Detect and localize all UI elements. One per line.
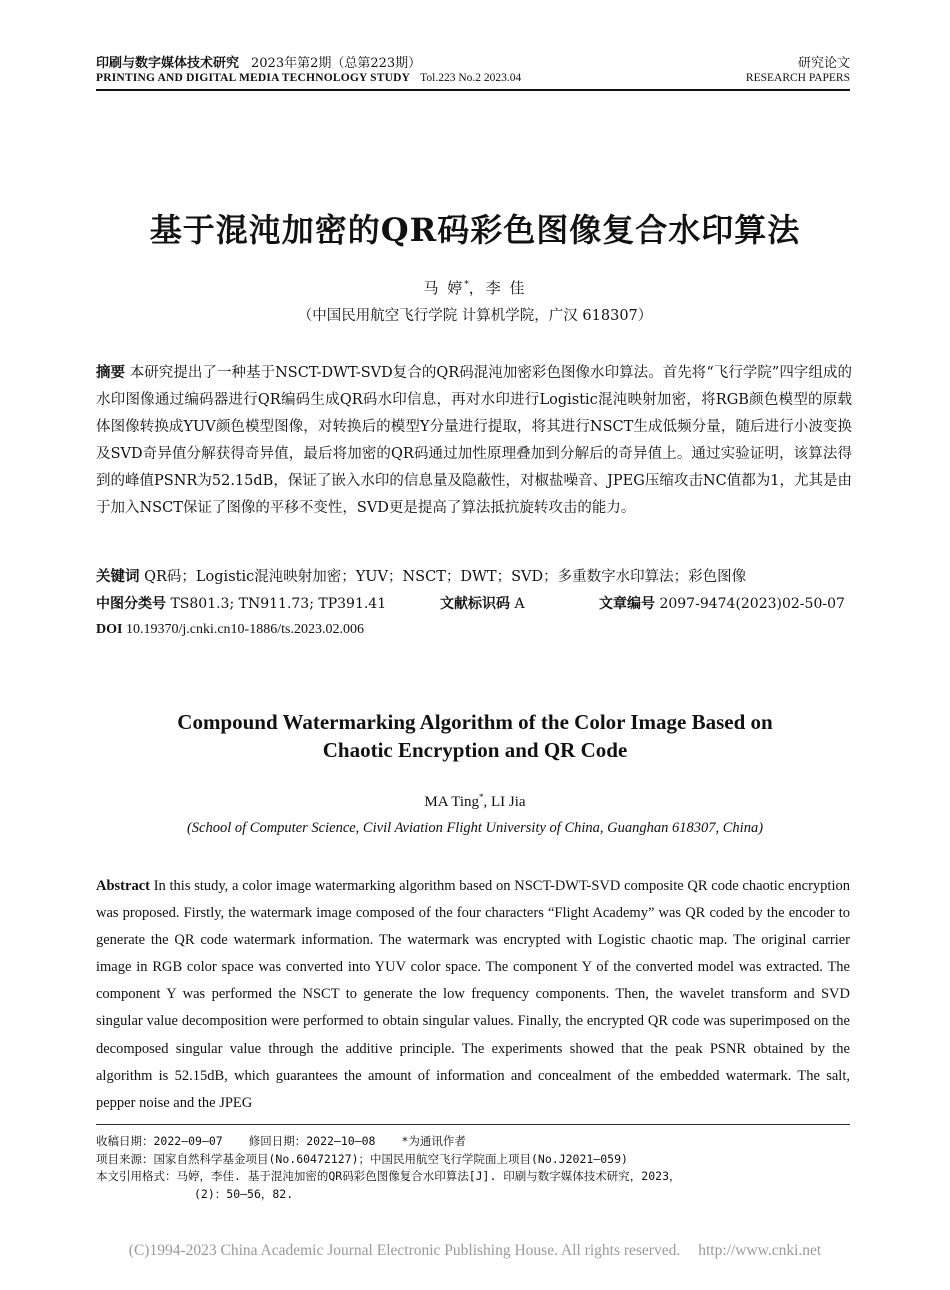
journal-header-en bbox=[96, 72, 521, 84]
author-ma-ting-en: MA Ting bbox=[424, 794, 480, 810]
author-li-jia-cn: ，李 佳 bbox=[468, 279, 527, 297]
footnote-dates bbox=[96, 1133, 856, 1151]
abstract-text-cn: 本研究提出了一种基于NSCT-DWT-SVD复合的QR码混沌加密彩色图像水印算法。首先将“飞行学院”四字组成的水印图像通过编码器进行QR编码生成QR码水印信息，再对水印进行Logistic混沌映射加密，将RGB颜色模型的原载体图像转换成YUV颜色模型图像，对转换后的模型Y分量进行提取，将其进行NSCT生成低频分量，随后进行小波变换及SVD奇异值分解获得奇异值，最后将加密的QR码通过加性原理叠加到分解后的奇异值上。通过实验证明，该算法得到的峰值PSNR为52.15dB，保证了嵌入水印的信息量及隐蔽性，对椒盐噪音、JPEG压缩攻击NC值都为1，尤其是由于加入NSCT保证了图像的平移不变性，SVD更是提高了算法抵抗旋转攻击的能力。 bbox=[96, 365, 853, 516]
abstract-en bbox=[96, 873, 850, 1117]
corresponding-note: *为通讯作者 bbox=[401, 1134, 466, 1148]
abstract-text-en: In this study, a color image watermarking algorithm based on NSCT-DWT-SVD composite QR code chaotic encryption was proposed. Firstly, the watermark image composed of the four characters “Flight Academy” was QR coded by the encoder to generate the QR code watermark information. The watermark was encrypted with Logistic chaotic map. The original carrier image in RGB color space was converted into YUV color space. The component Y of the converted model was extracted. The component Y was performed the NSCT to generate the low frequency components. Then, the wavelet transform and SVD singular value decomposition were performed to obtain singular values. Finally, the encrypted QR code was superimposed on the decomposed singular value through the additive principle. The experiments showed that the peak PSNR obtained by the algorithm is 52.15dB, which guarantees the amount of information and concealment of the embedded watermark. The salt, pepper noise and the JPEG bbox=[96, 878, 850, 1111]
article-number-value: 2097-9474(2023)02-50-07 bbox=[659, 596, 845, 612]
clc-number bbox=[96, 593, 386, 613]
paper-title-en-line1: Compound Watermarking Algorithm of the Color Image Based on bbox=[177, 710, 773, 734]
affiliation-cn: （中国民用航空飞行学院 计算机学院，广汉 618307） bbox=[297, 308, 653, 324]
copyright-text: (C)1994-2023 China Academic Journal Electronic Publishing House. All rights reserved. bbox=[128, 1242, 681, 1259]
abstract-label-cn: 摘要 bbox=[96, 364, 126, 381]
corresponding-mark: * bbox=[464, 280, 469, 290]
journal-header-cn bbox=[96, 52, 421, 71]
header-rule bbox=[96, 89, 850, 91]
footnotes bbox=[96, 1133, 856, 1203]
cnki-url: http://www.cnki.net bbox=[698, 1242, 822, 1259]
paper-title-cn: 基于混沌加密的QR码彩色图像复合水印算法 bbox=[149, 211, 801, 249]
section-label-en: RESEARCH PAPERS bbox=[745, 72, 850, 84]
authors-cn bbox=[0, 277, 950, 298]
doi-label: DOI bbox=[96, 622, 123, 637]
keywords-cn bbox=[96, 565, 746, 586]
keywords-text-cn: QR码；Logistic混沌映射加密；YUV；NSCT；DWT；SVD；多重数字水印算法；彩色图像 bbox=[144, 569, 747, 585]
citation-line-1: 本文引用格式：马婷，李佳. 基于混沌加密的QR码彩色图像复合水印算法[J]. 印刷与数字媒体技术研究，2023， bbox=[96, 1169, 681, 1183]
received-date: 收稿日期：2022—09—07 bbox=[96, 1134, 223, 1148]
paper-title-en bbox=[0, 708, 950, 764]
copyright-watermark bbox=[0, 1242, 950, 1260]
affiliation-en bbox=[0, 820, 950, 837]
authors-en bbox=[0, 792, 950, 811]
abstract-cn bbox=[96, 360, 852, 521]
article-number-label: 文章编号 bbox=[599, 596, 655, 612]
document-code bbox=[440, 593, 525, 613]
volume-info-en: Tol.223 No.2 2023.04 bbox=[420, 72, 522, 84]
article-number bbox=[599, 593, 845, 613]
author-ma-ting-cn: 马 婷 bbox=[423, 279, 465, 297]
funding-note: 项目来源：国家自然科学基金项目(No.60472127)；中国民用航空飞行学院面上项目(No.J2021—059) bbox=[96, 1151, 628, 1166]
affiliation-en-text: (School of Computer Science, Civil Aviation Flight University of China, Guanghan 618307, China) bbox=[186, 820, 764, 836]
document-code-value: A bbox=[514, 596, 525, 612]
clc-label: 中图分类号 bbox=[96, 596, 166, 612]
paper-title-en-line2: Chaotic Encryption and QR Code bbox=[322, 738, 628, 762]
journal-name-en: PRINTING AND DIGITAL MEDIA TECHNOLOGY STUDY bbox=[96, 72, 411, 84]
section-label-cn: 研究论文 bbox=[797, 56, 850, 71]
doi bbox=[96, 622, 364, 638]
author-li-jia-en: , LI Jia bbox=[483, 794, 526, 810]
keywords-label-cn: 关键词 bbox=[96, 568, 140, 585]
clc-value: TS801.3; TN911.73; TP391.41 bbox=[170, 596, 387, 612]
abstract-label-en: Abstract bbox=[96, 878, 150, 894]
document-code-label: 文献标识码 bbox=[440, 596, 510, 612]
corresponding-mark-en: * bbox=[479, 792, 484, 802]
revised-date: 修回日期：2022—10—08 bbox=[248, 1134, 376, 1148]
doi-value: 10.19370/j.cnki.cn10-1886/ts.2023.02.006 bbox=[125, 622, 364, 637]
citation-line-2: (2)：50—56，82. bbox=[194, 1186, 294, 1201]
issue-info-cn: 2023年第2期（总第223期） bbox=[251, 56, 422, 71]
journal-name-cn: 印刷与数字媒体技术研究 bbox=[96, 56, 240, 71]
footnote-rule bbox=[96, 1124, 850, 1125]
